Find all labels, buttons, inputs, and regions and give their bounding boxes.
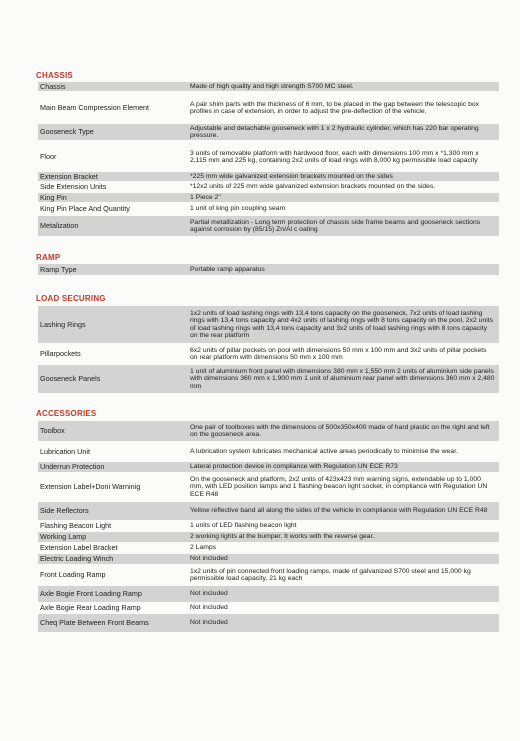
spec-row-king-pin (38, 193, 499, 202)
spec-value: 1 unit of king pin coupling seam (190, 205, 286, 213)
spec-value: One pair of toolboxes with the dimensions of 500x350x400 made of hard plastic on the right and left on the gooseneck area. (190, 423, 490, 438)
spec-value: Not included (190, 619, 228, 627)
spec-value: *225 mm wide galvanized extension brackets mounted on the sides (190, 172, 393, 180)
spec-row-king-pin-place (38, 204, 499, 214)
spec-value: Made of high quality and high strength S700 MC steel. (190, 82, 354, 90)
spec-value: 1 Piece 2" (190, 193, 221, 201)
spec-label: King Pin Place And Quantity (40, 204, 130, 214)
spec-label: Main Beam Compression Element (40, 103, 150, 113)
spec-label: Front Loading Ramp (40, 570, 106, 580)
spec-value: *12x2 units of 225 mm wide galvanized extension brackets mounted on the sides. (190, 183, 436, 191)
spec-label: Metalization (40, 221, 79, 231)
spec-row-underrun (38, 462, 499, 472)
spec-value: 6x2 units of pillar pockets on pool with dimensions 50 mm x 100 mm and 3x2 units of pillar pockets on rear platform with dimensions 50 mm x 100 mm (190, 346, 487, 361)
spec-row-ramp-type (38, 264, 499, 275)
spec-value: A lubrication system lubricates mechanical active areas periodically to minimise the wear. (190, 448, 458, 456)
spec-value: A pair shim parts with the thickness of 6 mm, to be placed in the gap between the telescopic box profiles in case of extension, in order to adjust the pre-deflection of the vehicle. (190, 100, 480, 115)
spec-label: Pillarpockets (40, 349, 81, 359)
section-title-accessories: ACCESSORIES (36, 409, 97, 418)
spec-label: Cheq Plate Between Front Beams (40, 618, 149, 628)
spec-value: Yellow reflective band all along the sides of the vehicle in compliance with Regulation UN ECE R48 (190, 507, 488, 515)
spec-label: Gooseneck Panels (40, 374, 101, 384)
spec-value: 1x2 units of load lashing rings with 13,4 tons capacity on the gooseneck, 7x2 units of load lashing rings with 13,4 tons capacity and 4x2 units of lashing rings with 8 tons capacity on the pool, 2x2 units of load lashing rings with 13,4 tons capacity and 3x2 units of load lashing rings with 8 tons capacity on the rear platform (190, 309, 494, 339)
spec-label: Side Extension Units (40, 182, 107, 192)
spec-row-working-lamp (38, 532, 499, 542)
spec-row-front-loading-ramp (38, 565, 499, 585)
spec-label: Underrun Protection (40, 462, 105, 472)
spec-value: 3 units of removable platform with hardwood floor, each with dimensions 100 mm x *1,300 mm x 2,115 mm and 225 kg, containing 2x2 units of load rings with 8,000 kg permissible load capacity (190, 149, 479, 164)
spec-value: 1 units of LED flashing beacon light (190, 522, 297, 530)
spec-row-main-beam (38, 93, 499, 123)
section-title-ramp: RAMP (36, 253, 61, 262)
spec-row-flashing-beacon (38, 521, 499, 531)
spec-row-axle-bogie-front (38, 586, 499, 602)
spec-label: Axle Bogie Rear Loading Ramp (40, 603, 141, 613)
spec-value: Lateral protection device in compliance with Regulation UN ECE R73 (190, 463, 398, 471)
spec-label: Chassis (40, 81, 66, 91)
spec-value: 1 unit of aluminium front panel with dimensions 380 mm x 1,550 mm 2 units of aluminium side panels with dimensions 360 mm x 1,900 mm 1 unit of aluminium rear panel with dimensions 360 mm x 2,480 mm (190, 368, 495, 390)
spec-value: Partial metallization - Long term protection of chassis side frame beams and gooseneck sections against corrosion by (85/15) Zn/Al c oating (190, 218, 481, 233)
spec-row-toolbox (38, 421, 499, 441)
spec-label: Lashing Rings (40, 319, 86, 329)
spec-row-metalization (38, 216, 499, 236)
spec-row-side-reflectors (38, 502, 499, 520)
spec-row-loading-winch (38, 554, 499, 564)
spec-value: Not included (190, 590, 228, 598)
spec-label: Toolbox (40, 426, 65, 436)
spec-label: Extension Bracket (40, 171, 98, 181)
spec-row-pillarpockets (38, 345, 499, 363)
spec-row-lubrication (38, 443, 499, 461)
spec-row-axle-bogie-rear (38, 603, 499, 613)
spec-row-gooseneck-panels (38, 365, 499, 393)
spec-row-extension-bracket (38, 172, 499, 181)
spec-label: Floor (40, 152, 57, 162)
spec-row-lashing-rings (38, 306, 499, 343)
spec-row-gooseneck-type (38, 124, 499, 140)
spec-value: Not included (190, 604, 228, 612)
section-title-load-securing: LOAD SECURING (36, 294, 106, 303)
spec-label: Gooseneck Type (40, 127, 94, 137)
spec-row-cheq-plate (38, 614, 499, 632)
spec-row-side-extension (38, 182, 499, 192)
spec-row-extension-label-bracket (38, 543, 499, 553)
spec-value: 1x2 units of pin connected front loading ramps, made of galvanized S700 steel and 15,000 kg permissible load capacity, 21 kg each (190, 567, 471, 582)
spec-row-chassis (38, 82, 499, 91)
spec-label: Axle Bogie Front Loading Ramp (40, 589, 142, 599)
spec-label: Side Reflectors (40, 506, 89, 516)
spec-label: Lubrication Unit (40, 447, 90, 457)
spec-label: Extension Label Bracket (40, 543, 118, 553)
spec-label: Extension Label+Doni Warninig (40, 482, 141, 492)
spec-label: Electric Loading Winch (40, 554, 114, 564)
spec-label: Working Lamp (40, 532, 87, 542)
spec-label: King Pin (40, 192, 67, 202)
spec-value: Adjustable and detachable gooseneck with 1 x 2 hydraulic cylinder, which has 220 bar operating pressure. (190, 124, 479, 139)
spec-value: Portable ramp apparatus (190, 265, 265, 273)
spec-row-extension-label (38, 473, 499, 501)
spec-label: Ramp Type (40, 264, 77, 274)
section-title-chassis: CHASSIS (36, 71, 73, 80)
spec-label: Flashing Beacon Light (40, 521, 112, 531)
spec-value: On the gooseneck and platform, 2x2 units of 423x423 mm warning signs, extendable up to 1,000 mm, with LED position lamps and 1 flashing beacon light socket, in compliance with Regulation UN ECE R48 (190, 476, 488, 498)
spec-value: Not included (190, 555, 228, 563)
spec-value: 2 Lamps (190, 544, 217, 552)
spec-row-floor (38, 143, 499, 171)
spec-value: 2 working lights at the bumper. It works with the reverse gear. (190, 533, 375, 541)
